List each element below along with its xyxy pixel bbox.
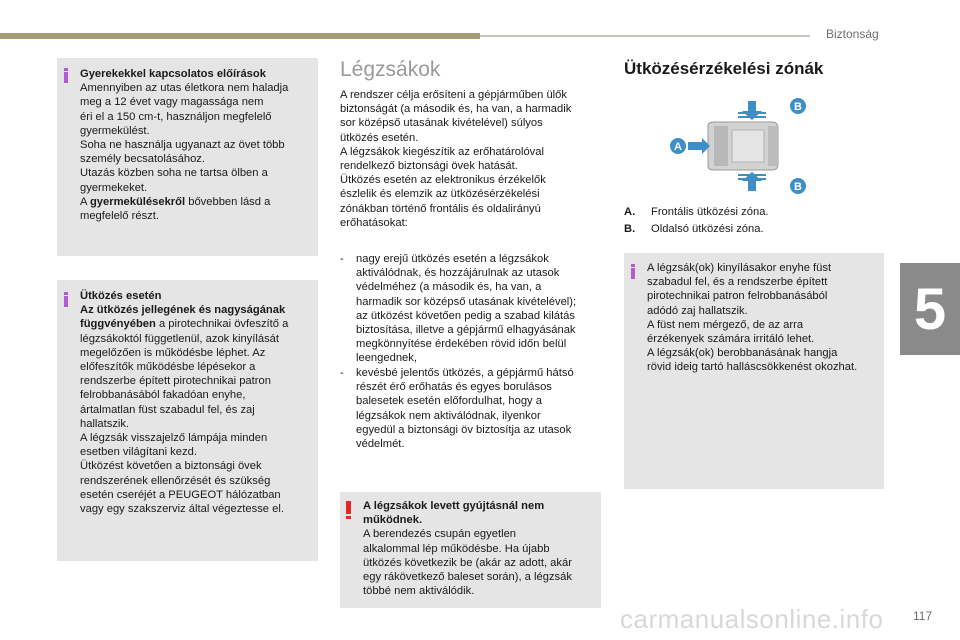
- child-rules-text: [80, 67, 316, 223]
- bullet-dash: -: [340, 367, 344, 379]
- airbags-heading: Légzsákok: [340, 58, 441, 81]
- zone-b-label: B: [794, 101, 802, 113]
- zones-heading: Ütközésérzékelési zónák: [624, 59, 824, 78]
- legend-item-a: [624, 205, 894, 219]
- header-rule: [480, 35, 810, 37]
- legend-key: B.: [624, 223, 636, 235]
- collision-title: Ütközés esetén: [80, 290, 162, 302]
- smoke-info-box: [624, 253, 884, 489]
- frontal-impact-arrow: [670, 138, 710, 154]
- info-icon: [64, 68, 68, 83]
- info-icon: [631, 264, 635, 279]
- warning-title: A légzsákok levett gyújtásnál nem működnek.: [363, 500, 545, 527]
- page-number: 117: [913, 609, 933, 623]
- chapter-tab: 5: [900, 263, 960, 355]
- collision-intro: Az ütközés jellegének és nagyságának függvényében: [80, 304, 286, 331]
- collision-body: a pirotechnikai övfeszítő a légzsákoktól függetlenül, azok kinyílását megelőzően is működésbe léphet. Az előfeszítők működésbe lépésekor a rendszerbe épített pirotechnikai patron felrobbanásából fakadóan enyhe, ártalmatlan füst szabadul fel, és zaj hallatszik. A légzsák visszajelző lámpája minden esetben világítani kezd. Ütközést követően a biztonsági övek rendszerének ellenőrzését és szükség esetén cseréjét a PEUGEOT hálózatban vagy egy szakszerviz által végeztesse el.: [80, 318, 289, 516]
- airbags-bullet: [340, 252, 610, 367]
- section-title: Biztonság: [826, 27, 879, 41]
- collision-text: [80, 289, 316, 516]
- airbags-bullet: [340, 366, 610, 456]
- bullet-text: kevésbé jelentős ütközés, a gépjármű hátsó részét érő erőhatás és egyes borulásos balesetek esetén előfordulhat, hogy a légzsákok nem aktiválódnak, ilyenkor egyedül a biztonsági öv biztosítja az utasok védelmét.: [356, 367, 574, 451]
- watermark: carmanualsonline.info: [620, 604, 884, 634]
- child-rules-body: Amennyiben az utas életkora nem haladja meg a 12 évet vagy magassága nem éri el a 150 cm-t, használjon megfelelő gyermekülést. Soha ne használja ugyanazt az övet több személy becsatolásához. Utazás közben soha ne tartsa ölben a gyermekeket. A: [80, 82, 289, 208]
- impact-zones-diagram: [668, 96, 818, 196]
- collision-box: [57, 280, 318, 561]
- child-rules-box: [57, 58, 318, 256]
- airbags-intro: A rendszer célja erősíteni a gépjárműben ülők biztonságát (a második és, ha van, a harmadik sor középső utasának kivételével) súlyos ütközés esetén. A légzsákok kiegészítik az erőhatárolóval rendelkező biztonsági övek hatását. Ütközés esetén az elektronikus érzékelők észlelik és elemzik az ütközésérzékelési zónákban történő frontális és oldalirányú erőhatásokat:: [340, 89, 572, 229]
- bullet-dash: -: [340, 253, 344, 265]
- legend-key: A.: [624, 206, 636, 218]
- warning-text: [363, 499, 599, 598]
- legend-text: Frontális ütközési zóna.: [651, 206, 769, 218]
- info-icon: [64, 292, 68, 307]
- child-seats-ref: gyermekülésekről: [89, 195, 186, 208]
- zone-a-label: A: [674, 141, 682, 153]
- warning-box: [340, 492, 601, 608]
- header-rule-accent: [0, 33, 480, 39]
- side-impact-arrow-top: [738, 98, 806, 120]
- warning-body: A berendezés csupán egyetlen alkalommal lép működésbe. Ha újabb ütközés következik be (akár az adott, akár egy rákövetkező baleset során), a légzsák többé nem aktiválódik.: [363, 528, 572, 598]
- legend-text: Oldalsó ütközési zóna.: [651, 223, 764, 235]
- bullet-text: nagy erejű ütközés esetén a légzsákok aktiválódnak, és hozzájárulnak az utasok védelméhez (a második és, ha van, a harmadik sor középső utasának kivételével); az ütközést követően pedig a szabad kilátás biztosítása, illetve a gépjármű elhagyásának megkönnyítése érdekében rövid időn belül leengednek,: [356, 253, 577, 365]
- side-impact-arrow-bottom: [738, 172, 806, 194]
- legend-item-b: [624, 222, 894, 236]
- smoke-info-text: A légzsák(ok) kinyílásakor enyhe füst szabadul fel, és a rendszerbe épített pirotechnikai patron felrobbanásából adódó zaj hallatszik. A füst nem mérgező, de az arra érzékenyek számára irritáló lehet. A légzsák(ok) berobbanásának hangja rövid ideig tartó halláscsökkenést okozhat.: [647, 262, 858, 374]
- child-rules-title: Gyerekekkel kapcsolatos előírások: [80, 68, 266, 80]
- child-rules-body-end: bővebben lásd a megfelelő részt.: [80, 195, 271, 223]
- zone-b-label: B: [794, 181, 802, 193]
- car-outline: [708, 122, 778, 170]
- warning-icon: [346, 501, 351, 519]
